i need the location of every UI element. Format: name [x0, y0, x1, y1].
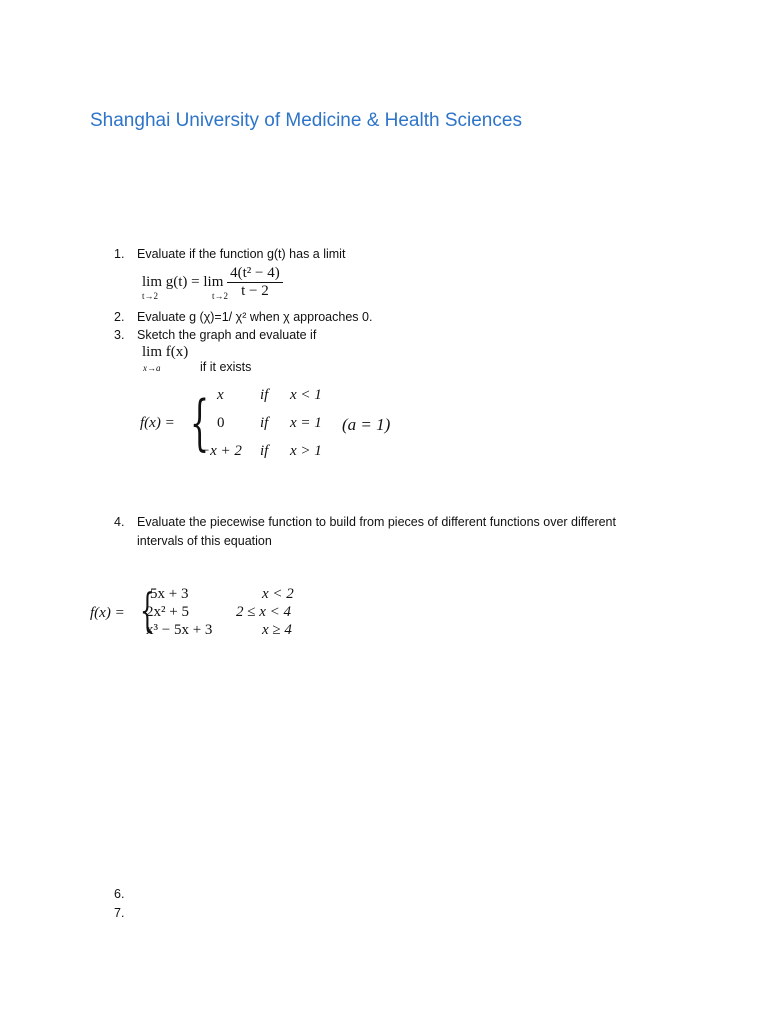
q3-limit: lim f(x) [142, 344, 189, 360]
q3-brace: { [190, 388, 210, 458]
q4-text: Evaluate the piecewise function to build from pieces of different functions over different [137, 515, 616, 529]
q3-piecewise-lhs: f(x) = [140, 415, 175, 431]
q3-text: Sketch the graph and evaluate if [137, 328, 317, 342]
q3-row2-cond: x = 1 [290, 415, 322, 431]
q1-sub1: t→2 [142, 291, 159, 301]
q3-row2-if: if [260, 415, 269, 431]
page-title: Shanghai University of Medicine & Health Sciences [90, 110, 522, 131]
q1-numerator: 4(t² − 4) [227, 265, 283, 283]
q4-row2-expr: 2x² + 5 [146, 604, 189, 620]
q6-number: 6. [114, 887, 125, 901]
q3-suffix: if it exists [200, 360, 252, 374]
q1-formula-lhs: lim g(t) = lim [142, 273, 224, 290]
q2-number: 2. [114, 310, 125, 324]
q4-number: 4. [114, 515, 125, 529]
q4-text2: intervals of this equation [137, 534, 272, 548]
q1-sub2: t→2 [212, 291, 229, 301]
q1-number: 1. [114, 247, 125, 261]
q3-note: (a = 1) [342, 415, 391, 434]
q4-row3-cond: x ≥ 4 [262, 622, 292, 638]
q1-denominator: t − 2 [241, 283, 269, 299]
q3-row2-expr: 0 [217, 415, 225, 431]
q3-number: 3. [114, 328, 125, 342]
q3-row3-cond: x > 1 [290, 443, 322, 459]
q2-text: Evaluate g (χ)=1/ χ² when χ approaches 0. [137, 310, 373, 324]
q3-row1-expr: x [217, 387, 224, 403]
q4-brace: { [140, 583, 155, 637]
q3-row3-expr: −x + 2 [200, 443, 242, 459]
q3-row3-if: if [260, 443, 269, 459]
q4-row1-cond: x < 2 [262, 586, 294, 602]
q4-piecewise-lhs: f(x) = [90, 605, 125, 621]
q4-row1-expr: 5x + 3 [150, 586, 189, 602]
q3-row1-cond: x < 1 [290, 387, 322, 403]
q7-number: 7. [114, 906, 125, 920]
q1-text: Evaluate if the function g(t) has a limit [137, 247, 346, 261]
q4-row2-cond: 2 ≤ x < 4 [236, 604, 292, 620]
q3-row1-if: if [260, 387, 269, 403]
q3-limit-sub: x→a [143, 363, 161, 373]
q4-row3-expr: x³ − 5x + 3 [146, 622, 213, 638]
